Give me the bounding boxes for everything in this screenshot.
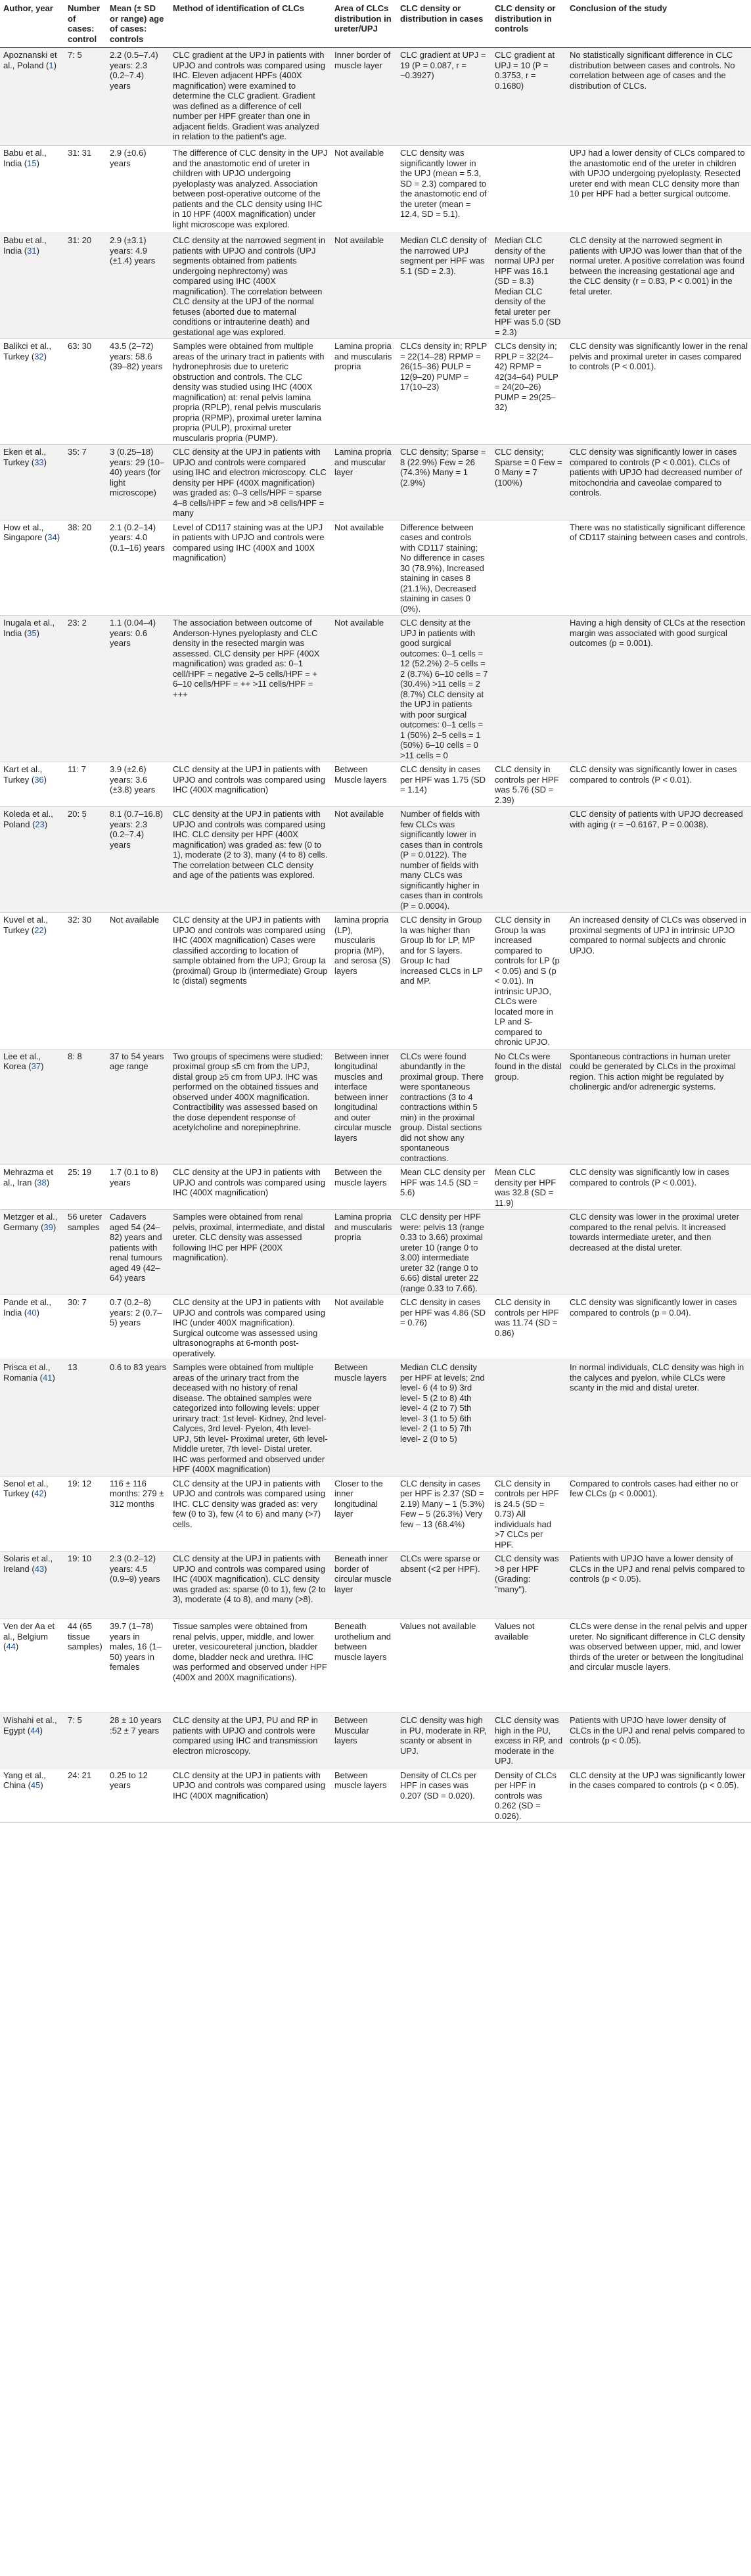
reference-link[interactable]: 40 (27, 1307, 37, 1318)
cell-author (0, 520, 64, 616)
reference-close-paren: ) (43, 1488, 47, 1498)
table-row (0, 1768, 751, 1823)
cell-conclusion: There was no statistically significant difference of CD117 staining between cases and controls. (566, 520, 751, 616)
cell-area: Not available (331, 233, 397, 339)
cell-density-controls: Mean CLC density per HPF was 32.8 (SD = 11.9) (491, 1165, 566, 1210)
cell-density-cases: Number of fields with few CLCs was significantly lower in cases than in controls (P = 0.0122). The number of fields with many CLCs was significantly higher in cases than in controls (P = 0.0004). (397, 807, 491, 913)
cell-density-controls (491, 520, 566, 616)
cell-density-controls: CLCs density in; RPLP = 32(24–42) RPMP = 42(34–64) PULP = 24(20–26) PUMP = 29(25–32) (491, 339, 566, 445)
cell-age: 1.1 (0.04–4) years: 0.6 years (106, 616, 170, 762)
table-row (0, 445, 751, 520)
cell-density-cases: CLC density in cases per HPF was 4.86 (SD = 0.76) (397, 1295, 491, 1360)
cell-author (0, 1165, 64, 1210)
cell-density-cases: Median CLC density per HPF at levels; 2nd level- 6 (4 to 9) 3rd level- 5 (2 to 8) 4th level- 4 (2 to 7) 5th level- 3 (1 to 5) 6th level- 2 (1 to 5) 7th level- 2 (0 to 5) (397, 1360, 491, 1477)
cell-density-controls (491, 807, 566, 913)
cell-method: CLC density at the UPJ in patients with UPJO and controls was compared using IHC (400X magnification) Cases were classified according to location of sample obtained from the UPJ; Group Ia (proximal) Group Ib (intermediate) Group Ic (distal) segments (170, 913, 331, 1049)
cell-area: Lamina propria and muscular layer (331, 445, 397, 520)
cell-conclusion: CLC density was significantly lower in cases compared to controls (P < 0.001). CLCs of patients with UPJO had decreased number of mitochondria and caveolae compared to controls. (566, 445, 751, 520)
cell-area: Inner border of muscle layer (331, 48, 397, 146)
cell-area: Not available (331, 520, 397, 616)
reference-link[interactable]: 15 (27, 158, 37, 168)
cell-density-cases: CLC density per HPF were: pelvis 13 (range 0.33 to 3.66) proximal ureter 10 (range 0 to 3.00) intermediate ureter 32 (range 0 to 6.66) distal ureter 22 (range 0.33 to 7.66). (397, 1210, 491, 1295)
table-row (0, 1619, 751, 1713)
table-row (0, 1552, 751, 1619)
cell-author (0, 762, 64, 807)
cell-method: Two groups of specimens were studied: proximal group ≤5 cm from the UPJ, distal group ≥5 cm from UPJ. IHC was performed on the obtained tissues and observed under 400X magnification. Contractibility was assessed based on the dose dependent response of acetylcholine and norepinephrine. (170, 1049, 331, 1165)
cell-author (0, 1552, 64, 1619)
cell-author (0, 1295, 64, 1360)
cell-cases-controls: 44 (65 tissue samples) (64, 1619, 106, 1713)
cell-density-cases: Difference between cases and controls with CD117 staining; No difference in cases 30 (78.9%), Increased staining in cases 8 (21.1%), Decreased staining in cases 0 (0%). (397, 520, 491, 616)
reference-close-paren: ) (43, 351, 47, 361)
reference-link[interactable]: 38 (37, 1177, 47, 1187)
cell-cases-controls: 19: 12 (64, 1476, 106, 1552)
cell-author (0, 1360, 64, 1477)
header-conclusion: Conclusion of the study (566, 0, 751, 48)
cell-density-cases: CLCs were sparse or absent (<2 per HPF). (397, 1552, 491, 1619)
reference-link[interactable]: 37 (31, 1061, 41, 1071)
reference-link[interactable]: 44 (6, 1642, 16, 1651)
cell-density-cases: Median CLC density of the narrowed UPJ segment per HPF was 5.1 (SD = 2.3). (397, 233, 491, 339)
cell-conclusion: CLC density was significantly lower in the renal pelvis and proximal ureter in cases compared to controls (P < 0.001). (566, 339, 751, 445)
cell-area: Lamina propria and muscularis propria (331, 339, 397, 445)
cell-method: CLC density at the UPJ in patients with UPJO and controls was compared using IHC (400X magnification) (170, 1165, 331, 1210)
reference-close-paren: ) (57, 532, 60, 542)
header-author: Author, year (0, 0, 64, 48)
cell-cases-controls: 24: 21 (64, 1768, 106, 1823)
author-name: Lee et al., Korea ( (3, 1051, 41, 1071)
cell-method: The difference of CLC density in the UPJ and the anastomotic end of ureter in children with UPJO undergoing pyeloplasty was analyzed. Association between post-operative outcome of the patients and the CLC density using IHC in 10 HPF (400X magnification) under light microscope was explored. (170, 146, 331, 233)
cell-cases-controls: 31: 20 (64, 233, 106, 339)
reference-close-paren: ) (52, 1372, 55, 1383)
cell-density-cases: Density of CLCs per HPF in cases was 0.207 (SD = 0.020). (397, 1768, 491, 1823)
cell-density-controls: CLC density in controls per HPF was 11.74 (SD = 0.86) (491, 1295, 566, 1360)
cell-conclusion: An increased density of CLCs was observed in proximal segments of UPJ in intrinsic UPJO compared to normal subjects and chronic UPJO. (566, 913, 751, 1049)
cell-author (0, 913, 64, 1049)
cell-age: 2.2 (0.5–7.4) years: 2.3 (0.2–7.4) years (106, 48, 170, 146)
cell-density-controls: CLC density in controls per HPF was 5.76 (SD = 2.39) (491, 762, 566, 807)
cell-age: 0.25 to 12 years (106, 1768, 170, 1823)
author-name: Metzger et al., Germany ( (3, 1212, 58, 1232)
reference-close-paren: ) (53, 60, 57, 70)
cell-conclusion: Patients with UPJO have a lower density of CLCs in the UPJ and renal pelvis compared to controls (p < 0.05). (566, 1552, 751, 1619)
cell-age: 43.5 (2–72) years: 58.6 (39–82) years (106, 339, 170, 445)
cell-conclusion: CLC density was significantly lower in cases compared to controls (P < 0.01). (566, 762, 751, 807)
cell-density-controls: CLC density was >8 per HPF (Grading: "many"). (491, 1552, 566, 1619)
cell-conclusion: No statistically significant difference in CLC distribution between cases and controls. No correlation between age of cases and the distribution of CLCs. (566, 48, 751, 146)
cell-conclusion: CLC density was significantly lower in cases compared to controls (p = 0.04). (566, 1295, 751, 1360)
cell-density-cases: CLC density was significantly lower in the UPJ (mean = 5.3, SD = 2.3) compared to the anastomotic end of the ureter (mean = 12.4, SD = 5.1). (397, 146, 491, 233)
reference-link[interactable]: 36 (34, 774, 44, 785)
cell-conclusion: Spontaneous contractions in human ureter could be generated by CLCs in the proximal region. This action might be regulated by cholinergic and/or adrenergic systems. (566, 1049, 751, 1165)
reference-close-paren: ) (43, 925, 47, 935)
cell-age: 2.3 (0.2–12) years: 4.5 (0.9–9) years (106, 1552, 170, 1619)
cell-density-cases: CLC density; Sparse = 8 (22.9%) Few = 26 (74.3%) Many = 1 (2.9%) (397, 445, 491, 520)
cell-author (0, 48, 64, 146)
table-row (0, 1713, 751, 1768)
cell-cases-controls: 8: 8 (64, 1049, 106, 1165)
cell-area: Not available (331, 146, 397, 233)
author-name: Balikci et al., Turkey ( (3, 341, 51, 361)
table-row (0, 913, 751, 1049)
header-age: Mean (± SD or range) age of cases: controls (106, 0, 170, 48)
author-name: Kart et al., Turkey ( (3, 764, 43, 785)
table-row (0, 616, 751, 762)
cell-method: CLC density at the UPJ in patients with UPJO and controls was compared using IHC (400X magnification) (170, 762, 331, 807)
table-row (0, 146, 751, 233)
cell-conclusion: CLCs were dense in the renal pelvis and upper ureter. No significant difference in CLC density was observed between upper, mid, and lower thirds of the ureter or between the longitudinal and circular muscle layers. (566, 1619, 751, 1713)
cell-area: Between inner longitudinal muscles and interface between inner longitudinal and outer circular muscle layers (331, 1049, 397, 1165)
cell-conclusion: CLC density was lower in the proximal ureter compared to the renal pelvis. It increased towards intermediate ureter, and then decreased at the distal ureter. (566, 1210, 751, 1295)
author-name: Ven der Aa et al., Belgium ( (3, 1621, 55, 1651)
table-row (0, 1295, 751, 1360)
reference-close-paren: ) (39, 1725, 43, 1736)
header-area: Area of CLCs distribution in ureter/UPJ (331, 0, 397, 48)
header-cases-controls: Number of cases: control (64, 0, 106, 48)
cell-density-cases: CLC density in Group Ia was higher than Group Ib for LP, MP and for S layers. Group Ic had increased CLCs in LP and MP. (397, 913, 491, 1049)
table-row (0, 339, 751, 445)
header-method: Method of identification of CLCs (170, 0, 331, 48)
cell-area: Beneath inner border of circular muscle layer (331, 1552, 397, 1619)
cell-area: Between Muscle layers (331, 762, 397, 807)
cell-conclusion: CLC density of patients with UPJO decreased with aging (r = −0.6167, P = 0.0038). (566, 807, 751, 913)
reference-link[interactable]: 35 (27, 628, 37, 638)
cell-cases-controls: 11: 7 (64, 762, 106, 807)
author-name: Koleda et al., Poland ( (3, 809, 53, 829)
reference-close-paren: ) (36, 1307, 39, 1318)
cell-age: 2.9 (±0.6) years (106, 146, 170, 233)
reference-close-paren: ) (44, 819, 48, 829)
cell-cases-controls: 56 ureter samples (64, 1210, 106, 1295)
reference-close-paren: ) (15, 1642, 19, 1651)
cell-area: Closer to the inner longitudinal layer (331, 1476, 397, 1552)
author-name: How et al., Singapore ( (3, 522, 48, 542)
cell-age: 37 to 54 years age range (106, 1049, 170, 1165)
cell-cases-controls: 30: 7 (64, 1295, 106, 1360)
table-row (0, 1049, 751, 1165)
cell-density-controls: CLC density was high in the PU, excess in RP, and moderate in the UPJ. (491, 1713, 566, 1768)
cell-area: Lamina propria and muscularis propria (331, 1210, 397, 1295)
reference-close-paren: ) (46, 1177, 50, 1187)
author-name: Eken et al., Turkey ( (3, 447, 47, 467)
cell-conclusion: CLC density was significantly low in cases compared to controls (P < 0.001). (566, 1165, 751, 1210)
reference-close-paren: ) (43, 774, 47, 785)
cell-author (0, 1713, 64, 1768)
cell-cases-controls: 25: 19 (64, 1165, 106, 1210)
cell-author (0, 616, 64, 762)
author-name: Yang et al., China ( (3, 1770, 46, 1790)
author-name: Solaris et al., Ireland ( (3, 1553, 53, 1574)
cell-area: lamina propria (LP), muscularis propria (MP), and serosa (S) layers (331, 913, 397, 1049)
reference-link[interactable]: 32 (34, 351, 44, 361)
cell-density-controls: No CLCs were found in the distal group. (491, 1049, 566, 1165)
cell-age: 3 (0.25–18) years: 29 (10–40) years (for light microscope) (106, 445, 170, 520)
reference-link[interactable]: 33 (34, 457, 44, 467)
reference-link[interactable]: 41 (42, 1372, 53, 1383)
cell-author (0, 807, 64, 913)
cell-density-controls: CLC density; Sparse = 0 Few = 0 Many = 7 (100%) (491, 445, 566, 520)
author-name: Mehrazma et al., Iran ( (3, 1167, 53, 1187)
reference-link[interactable]: 31 (27, 245, 37, 256)
cell-density-cases: CLCs were found abundantly in the proximal group. There were spontaneous contractions (3 to 4 contractions within 5 min) in the proximal group. Distal sections did not show any spontaneous contractions. (397, 1049, 491, 1165)
cell-cases-controls: 32: 30 (64, 913, 106, 1049)
author-name: Pande et al., India ( (3, 1297, 51, 1318)
cell-method: Tissue samples were obtained from renal pelvis, upper, middle, and lower ureter, vesicoureteral junction, bladder dome, bladder neck and urethra. IHC was performed and observed under HPF (400X and 200X magnifications). (170, 1619, 331, 1713)
cell-author (0, 445, 64, 520)
cell-density-cases: CLC density in cases per HPF is 2.37 (SD = 2.19) Many – 1 (5.3%) Few – 5 (26.3%) Very few – 13 (68.4%) (397, 1476, 491, 1552)
cell-conclusion: Having a high density of CLCs at the resection margin was associated with good surgical outcomes (p = 0.001). (566, 616, 751, 762)
header-density-cases: CLC density or distribution in cases (397, 0, 491, 48)
reference-link[interactable]: 42 (34, 1488, 44, 1498)
cell-age: 39.7 (1–78) years in males, 16 (1–50) years in females (106, 1619, 170, 1713)
cell-density-cases: CLC density was high in PU, moderate in RP, scanty or absent in UPJ. (397, 1713, 491, 1768)
cell-density-cases: CLC gradient at UPJ = 19 (P = 0.087, r = −0.3927) (397, 48, 491, 146)
header-row (0, 0, 751, 48)
cell-density-cases: CLC density at the UPJ in patients with good surgical outcomes: 0–1 cells = 12 (52.2%) 2–5 cells = 2 (8.7%) 6–10 cells = 7 (30.4%) >11 cells = 2 (8.7%) CLC density at the UPJ in patients with poor surgical outcomes: 0–1 cells = 1 (50%) 2–5 cells = 1 (50%) 6–10 cells = 0 >11 cells = 0 (397, 616, 491, 762)
reference-link[interactable]: 44 (30, 1725, 40, 1736)
cell-conclusion: Compared to controls cases had either no or few CLCs (p < 0.0001). (566, 1476, 751, 1552)
reference-link[interactable]: 45 (30, 1780, 41, 1790)
table-row (0, 48, 751, 146)
cell-method: CLC density at the UPJ in patients with UPJO and controls was compared using IHC (400X magnification). CLC density was graded as: sparse (0 to 1), few (2 to 3), moderate (4 to 8), and many (>8). (170, 1552, 331, 1619)
cell-author (0, 1476, 64, 1552)
reference-close-paren: ) (53, 1222, 57, 1232)
cell-density-controls (491, 616, 566, 762)
cell-density-cases: CLCs density in; RPLP = 22(14–28) RPMP = 26(15–36) PULP = 12(9–20) PUMP = 17(10–23) (397, 339, 491, 445)
cell-author (0, 233, 64, 339)
cell-density-controls: CLC density in controls per HPF is 24.5 (SD = 0.73) All individuals had >7 CLCs per HPF. (491, 1476, 566, 1552)
cell-author (0, 339, 64, 445)
table-body (0, 48, 751, 1823)
cell-method: CLC gradient at the UPJ in patients with UPJO and controls was compared using IHC. Eleven adjacent HPFs (400X magnification) were examined to determine the CLC gradient. Gradient was defined as a difference of cell number per HPF greater than one in adjacent fields. Gradient was analyzed in relation to the patient's age. (170, 48, 331, 146)
author-name: Babu et al., India ( (3, 148, 47, 168)
reference-close-paren: ) (40, 1780, 43, 1790)
cell-author (0, 1210, 64, 1295)
cell-cases-controls: 23: 2 (64, 616, 106, 762)
cell-cases-controls: 7: 5 (64, 48, 106, 146)
reference-close-paren: ) (36, 245, 39, 256)
cell-author (0, 1619, 64, 1713)
cell-area: Not available (331, 616, 397, 762)
cell-age: 0.6 to 83 years (106, 1360, 170, 1477)
author-name: Wishahi et al., Egypt ( (3, 1715, 57, 1736)
author-name: Prisca et al., Romania ( (3, 1362, 51, 1383)
cell-method: Samples were obtained from renal pelvis, proximal, intermediate, and distal ureter. CLC density was assessed following IHC per HPF (200X magnification). (170, 1210, 331, 1295)
reference-link[interactable]: 39 (43, 1222, 53, 1232)
cell-method: Samples were obtained from multiple areas of the urinary tract from the deceased with no history of renal disease. The obtained samples were categorized into following levels: upper urinary tract: 1st level- Kidney, 2nd level- Calyces, 3rd level- Pyelon, 4th level- UPJ, 5th level- Proximal ureter, 6th level- Middle ureter, 7th level- Distal ureter. IHC was performed and observed under HPF (400X magnification) (170, 1360, 331, 1477)
reference-link[interactable]: 23 (35, 819, 45, 829)
cell-area: Not available (331, 1295, 397, 1360)
table-row (0, 1476, 751, 1552)
cell-density-cases: CLC density in cases per HPF was 1.75 (SD = 1.14) (397, 762, 491, 807)
author-name: Kuvel et al., Turkey ( (3, 915, 48, 935)
cell-method: CLC density at the UPJ in patients with UPJO and controls was compared using IHC (under 400X magnification). Surgical outcome was assessed using ultrasonographs at 6-month post-operatively. (170, 1295, 331, 1360)
author-name: Apoznanski et al., Poland ( (3, 50, 57, 70)
table-row (0, 520, 751, 616)
cell-author (0, 1049, 64, 1165)
cell-age: 116 ± 116 months: 279 ± 312 months (106, 1476, 170, 1552)
cell-density-controls: CLC density in Group Ia was increased compared to controls for LP (p < 0.05) and S (p < 0.01). In intrinsic UPJO, CLCs were located more in LP and S-compared to chronic UPJO. (491, 913, 566, 1049)
cell-age: 1.7 (0.1 to 8) years (106, 1165, 170, 1210)
reference-close-paren: ) (43, 457, 47, 467)
reference-link[interactable]: 22 (34, 925, 44, 935)
cell-conclusion: UPJ had a lower density of CLCs compared to the anastomotic end of the ureter in children with UPJO undergoing pyeloplasty. Resected ureter end with mean CLC density more than 10 per HPF had a better surgical outcome. (566, 146, 751, 233)
cell-method: CLC density at the UPJ in patients with UPJO and controls was compared using IHC (400X magnification) (170, 1768, 331, 1823)
reference-close-paren: ) (36, 158, 39, 168)
cell-density-cases: Values not available (397, 1619, 491, 1713)
cell-cases-controls: 31: 31 (64, 146, 106, 233)
cell-conclusion: CLC density at the UPJ was significantly lower in the cases compared to controls (p < 0.05). (566, 1768, 751, 1823)
cell-conclusion: CLC density at the narrowed segment in patients with UPJO was lower than that of the normal ureter. A positive correlation was found between the increasing gestational age and the CLC density (r = 0.83, P < 0.001) in the fetal ureter. (566, 233, 751, 339)
cell-age: 2.9 (±3.1) years: 4.9 (±1.4) years (106, 233, 170, 339)
cell-age: 0.7 (0.2–8) years: 2 (0.7–5) years (106, 1295, 170, 1360)
table-row (0, 1360, 751, 1477)
reference-close-paren: ) (44, 1563, 47, 1574)
reference-link[interactable]: 43 (34, 1563, 45, 1574)
cell-density-controls: Density of CLCs per HPF in controls was 0.262 (SD = 0.026). (491, 1768, 566, 1823)
cell-density-controls: Median CLC density of the normal UPJ per HPF was 16.1 (SD = 8.3) Median CLC density of the fetal ureter per HPF was 5.0 (SD = 2.3) (491, 233, 566, 339)
cell-cases-controls: 13 (64, 1360, 106, 1477)
header-density-controls: CLC density or distribution in controls (491, 0, 566, 48)
cell-method: Samples were obtained from multiple areas of the urinary tract in patients with hydronephrosis due to ureteric obstruction and controls. The CLC density was studied using IHC (400X magnification) at: renal pelvis lamina propria (RPLP), renal pelvis muscularis propria (RPMP), proximal ureter lamina propria (PULP), proximal ureter muscularis propria (PUMP). (170, 339, 331, 445)
cell-age: Not available (106, 913, 170, 1049)
cell-method: Level of CD117 staining was at the UPJ in patients with UPJO and controls were compared using IHC (400X and 100X magnification) (170, 520, 331, 616)
cell-density-controls (491, 146, 566, 233)
cell-area: Between muscle layers (331, 1768, 397, 1823)
table-row (0, 762, 751, 807)
cell-density-cases: Mean CLC density per HPF was 14.5 (SD = 5.6) (397, 1165, 491, 1210)
table-row (0, 233, 751, 339)
cell-age: 3.9 (±2.6) years: 3.6 (±3.8) years (106, 762, 170, 807)
cell-conclusion: Patients with UPJO have lower density of CLCs in the UPJ and renal pelvis compared to controls (p < 0.05). (566, 1713, 751, 1768)
cell-area: Not available (331, 807, 397, 913)
cell-author (0, 1768, 64, 1823)
cell-cases-controls: 7: 5 (64, 1713, 106, 1768)
cell-method: The association between outcome of Anderson-Hynes pyeloplasty and CLC density in the resected margin was assessed. CLC density per HPF (400X magnification) was graded as: 0–1 cell/HPF = negative 2–5 cells/HPF = + 6–10 cells/HPF = ++ >11 cells/HPF = +++ (170, 616, 331, 762)
cell-area: Between muscle layers (331, 1360, 397, 1477)
cell-density-controls: CLC gradient at UPJ = 10 (P = 0.3753, r = 0.1680) (491, 48, 566, 146)
cell-density-controls (491, 1360, 566, 1477)
reference-link[interactable]: 1 (49, 60, 54, 70)
cell-area: Between the muscle layers (331, 1165, 397, 1210)
cell-cases-controls: 19: 10 (64, 1552, 106, 1619)
cell-cases-controls: 35: 7 (64, 445, 106, 520)
table-row (0, 1165, 751, 1210)
author-name: Senol et al., Turkey ( (3, 1478, 49, 1498)
cell-age: 2.1 (0.2–14) years: 4.0 (0.1–16) years (106, 520, 170, 616)
table-row (0, 807, 751, 913)
cell-density-controls (491, 1210, 566, 1295)
cell-cases-controls: 63: 30 (64, 339, 106, 445)
cell-age: 8.1 (0.7–16.8) years: 2.3 (0.2–7.4) years (106, 807, 170, 913)
cell-area: Between Muscular layers (331, 1713, 397, 1768)
table-header (0, 0, 751, 48)
cell-method: CLC density at the UPJ, PU and RP in patients with UPJO and controls were compared using IHC and transmission electron microscopy. (170, 1713, 331, 1768)
cell-age: Cadavers aged 54 (24–82) years and patients with renal tumours aged 49 (42–64) years (106, 1210, 170, 1295)
cell-cases-controls: 38: 20 (64, 520, 106, 616)
cell-method: CLC density at the narrowed segment in patients with UPJO and controls (UPJ segments obtained from patients undergoing nephrectomy) was compared using IHC (400X magnification). The correlation between CLC density at the UPJ of the normal fetuses (aborted due to maternal conditions or intrauterine death) and gestational age was explored. (170, 233, 331, 339)
author-name: Inugala et al., India ( (3, 618, 55, 638)
reference-link[interactable]: 34 (47, 532, 57, 542)
table-row (0, 1210, 751, 1295)
author-name: Babu et al., India ( (3, 235, 47, 256)
cell-area: Beneath urothelium and between muscle layers (331, 1619, 397, 1713)
cell-method: CLC density at the UPJ in patients with UPJO and controls was compared using IHC. CLC density per HPF (400X magnification) was graded as: few (0 to 1), moderate (2 to 3), many (4 to 8) cells. The correlation between CLC density and age of the patients was explored. (170, 807, 331, 913)
cell-age: 28 ± 10 years :52 ± 7 years (106, 1713, 170, 1768)
cell-method: CLC density at the UPJ in patients with UPJO and controls were compared using IHC and electron microscopy. CLC density per HPF (400X magnification) was graded as: 0–3 cells/HPF = sparse 4–8 cells/HPF = few and >8 cells/HPF = many (170, 445, 331, 520)
cell-cases-controls: 20: 5 (64, 807, 106, 913)
reference-close-paren: ) (41, 1061, 44, 1071)
cell-author (0, 146, 64, 233)
cell-method: CLC density at the UPJ in patients with UPJO and controls was compared using IHC. CLC density was graded as: very few (0 to 3), few (4 to 6) and many (>7) cells. (170, 1476, 331, 1552)
cell-conclusion: In normal individuals, CLC density was high in the calyces and pyelon, while CLCs were scanty in the mid and distal ureter. (566, 1360, 751, 1477)
reference-close-paren: ) (36, 628, 39, 638)
cell-density-controls: Values not available (491, 1619, 566, 1713)
